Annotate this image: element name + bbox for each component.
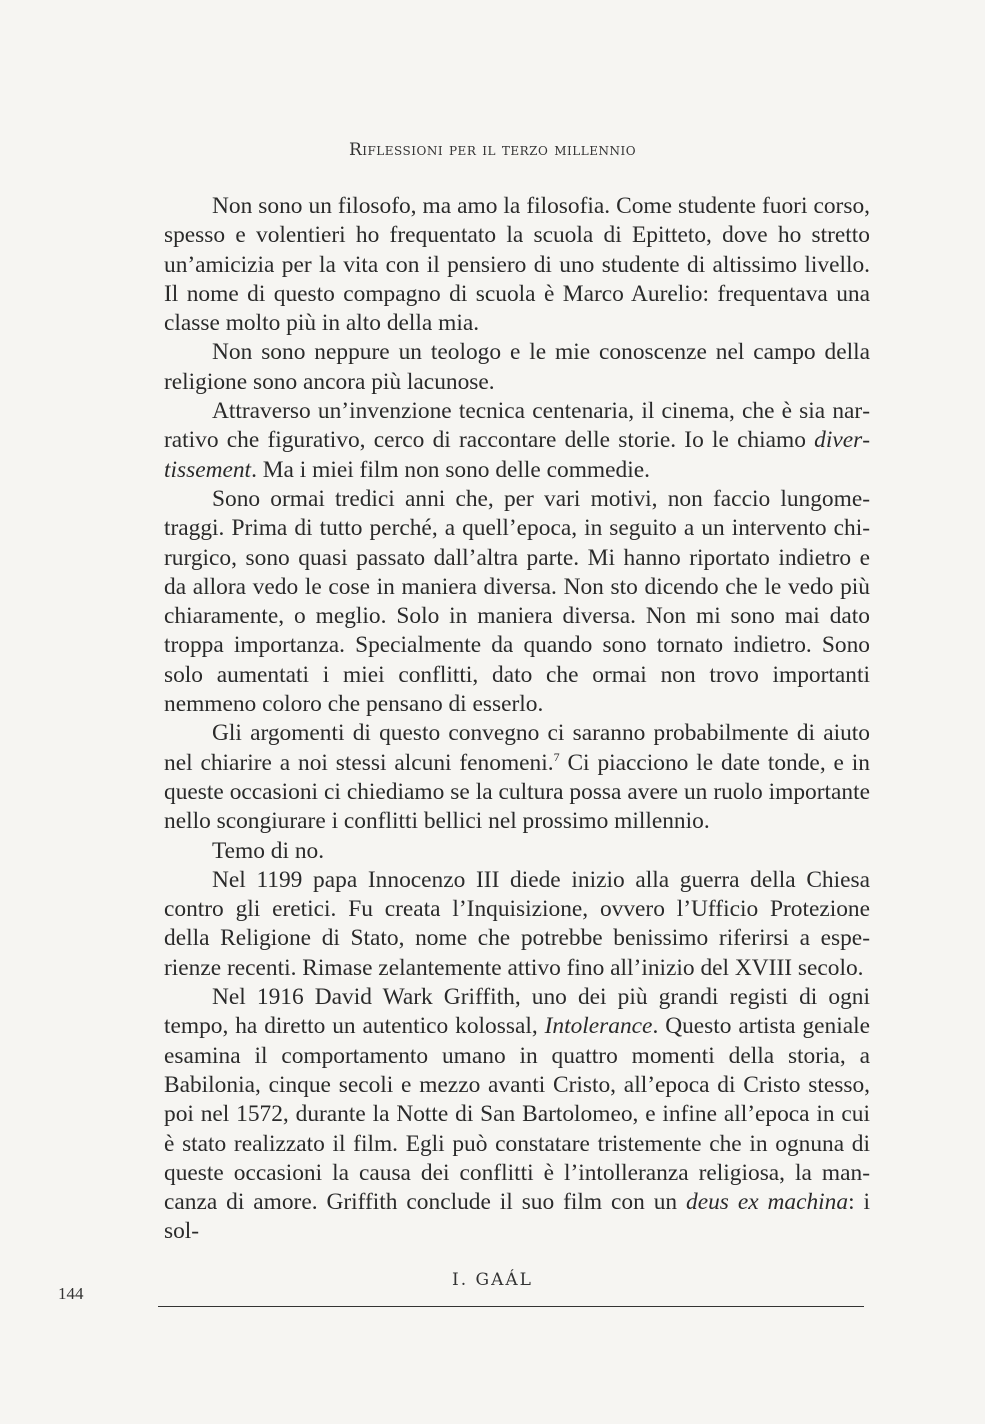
- paragraph-p1: [164, 192, 870, 338]
- paragraph-p5: [164, 719, 870, 836]
- text-run: : i sol-: [164, 1189, 870, 1245]
- paragraph-p4: [164, 485, 870, 719]
- footer-author: I. GAÁL: [452, 1270, 533, 1290]
- text-run: Attraverso un’invenzione tecnica centenaria, il cinema, che è sia narrativo che figurativo, cerco di raccontare delle storie. Io le chiamo: [164, 398, 870, 454]
- text-run: Ci piacciono le date tonde, e in queste occasioni ci chiediamo se la cultura possa avere un ruolo importante nello scongiurare i conflitti bellici nel prossimo millennio.: [164, 749, 870, 835]
- text-run: Temo di no.: [212, 837, 325, 864]
- italic-text: Intolerance: [544, 1013, 653, 1040]
- text-run: . Questo artista geniale esamina il comportamento umano in quattro momenti della storia, a Babilonia, cinque secoli e mezzo avanti Cristo, all’epoca di Cristo stesso, poi nel 1572, durante la Notte di San Bartolomeo, e infine all’epoca in cui è stato realizzato il film. Egli può constatare tristemente che in ognuna di queste occasioni la causa dei conflitti è l’intolleranza religiosa, la mancanza di amore. Griffith conclude il suo film con un: [164, 1013, 870, 1216]
- text-run: Non sono neppure un teologo e le mie conoscenze nel campo della religione sono ancora più lacunose.: [164, 339, 870, 395]
- footnote-ref: 7: [553, 749, 560, 764]
- italic-text: deus ex machina: [686, 1189, 849, 1216]
- paragraph-p3: [164, 397, 870, 485]
- paragraph-p8: [164, 983, 870, 1247]
- text-run: Nel 1916 David Wark Griffith, uno dei più grandi registi di ogni tempo, ha diretto un autentico kolossal,: [164, 984, 870, 1040]
- body-text: [164, 192, 870, 1247]
- page-number: 144: [58, 1284, 84, 1303]
- paragraph-p2: [164, 338, 870, 397]
- text-run: Non sono un filosofo, ma amo la filosofia. Come studente fuori corso, spesso e volentieri ho frequentato la scuola di Epitteto, dove ho stretto un’amicizia per la vita con il pensiero di uno studente di altissimo livello. Il nome di questo compagno di scuola è Marco Aurelio: frequentava una classe molto più in alto della mia.: [164, 193, 870, 337]
- italic-text: divertissement: [164, 427, 870, 483]
- running-head: Riflessioni per il terzo millennio: [348, 140, 637, 160]
- paragraph-p7: [164, 866, 870, 983]
- text-run: Gli argomenti di questo convegno ci saranno probabilmente di aiuto nel chiarire a noi stessi alcuni fenomeni.: [164, 720, 870, 776]
- text-run: Sono ormai tredici anni che, per vari motivi, non faccio lungometraggi. Prima di tutto perché, a quell’epoca, in seguito a un intervento chirurgico, sono quasi passato dall’altra parte. Mi hanno riportato indietro e da allora vedo le cose in maniera diversa. Non sto dicendo che le vedo più chiaramente, o meglio. Solo in maniera diversa. Non mi sono mai dato troppa importanza. Specialmente da quando sono tornato indietro. Sono solo aumentati i miei conflitti, dato che ormai non trovo importanti nemmeno coloro che pensano di esserlo.: [164, 485, 870, 718]
- footer-rule: [158, 1306, 864, 1307]
- text-run: . Ma i miei film non sono delle commedie.: [251, 456, 650, 483]
- text-run: Nel 1199 papa Innocenzo III diede inizio alla guerra della Chiesa contro gli eretici. Fu creata l’Inquisizione, ovvero l’Ufficio Protezione della Religione di Stato, nome che potrebbe benissimo riferirsi a esperienze recenti. Rimase zelantemente attivo fino all’inizio del XVIII secolo.: [164, 866, 870, 981]
- paragraph-p6: [164, 837, 870, 866]
